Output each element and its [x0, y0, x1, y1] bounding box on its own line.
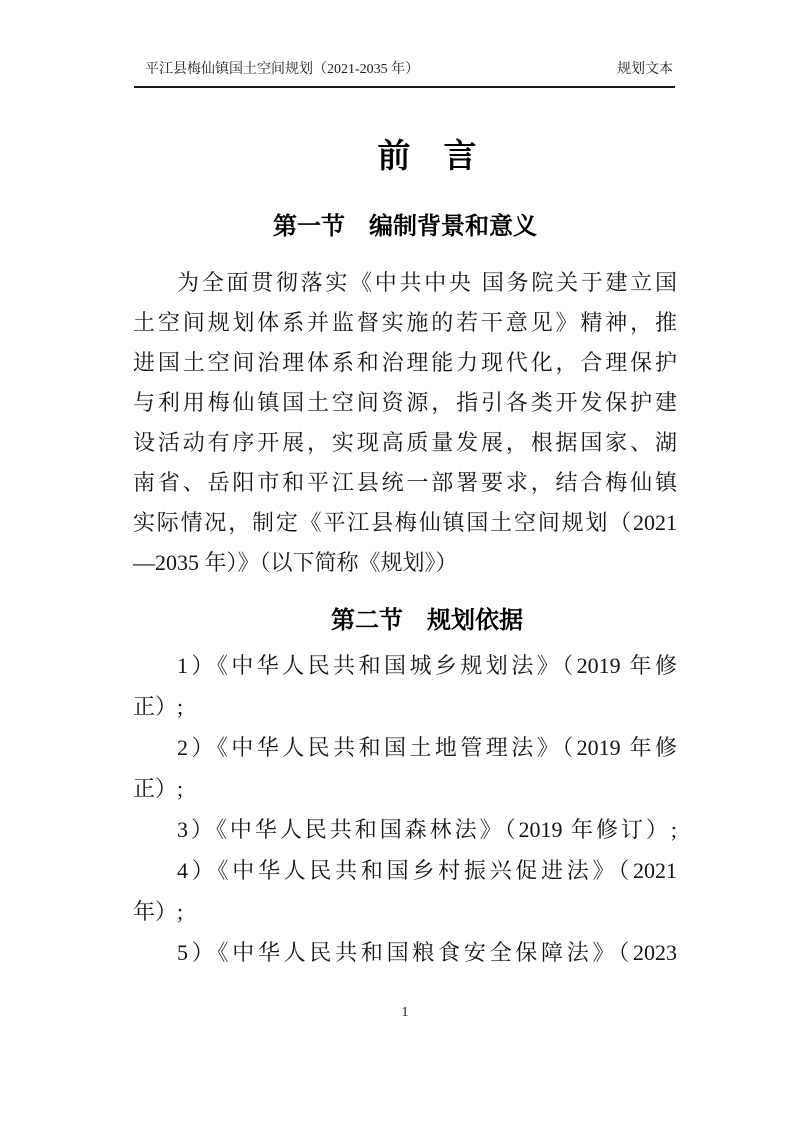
list-item-line: 1）《中华人民共和国城乡规划法》（2019 年修 — [177, 653, 677, 678]
header-rule — [134, 86, 675, 88]
text-line: 为全面贯彻落实《中共中央 国务院关于建立国 — [177, 270, 677, 295]
list-item-line: 正）; — [133, 694, 184, 719]
text-line: 与利用梅仙镇国土空间资源，指引各类开发保护建 — [133, 390, 677, 415]
section2-heading: 第二节 规划依据 — [331, 607, 523, 634]
text-line: —2035 年）》（以下简称《规划》） — [133, 550, 458, 575]
document-title: 前 言 — [377, 137, 477, 174]
list-item-line: 2）《中华人民共和国土地管理法》（2019 年修 — [177, 735, 677, 760]
list-item-line: 年）; — [133, 899, 184, 924]
text-line: 进国土空间治理体系和治理能力现代化，合理保护 — [133, 350, 677, 375]
header-left-title: 平江县梅仙镇国土空间规划（2021-2035 年） — [145, 62, 420, 77]
list-item-line: 4）《中华人民共和国乡村振兴促进法》（2021 — [177, 858, 677, 883]
list-item-line: 3）《中华人民共和国森林法》（2019 年修订）; — [177, 817, 677, 842]
list-item-line: 正）; — [133, 776, 184, 801]
list-item-line: 5）《中华人民共和国粮食安全保障法》（2023 — [177, 940, 677, 965]
text-line: 设活动有序开展，实现高质量发展，根据国家、湖 — [133, 430, 677, 455]
header-right-label: 规划文本 — [617, 62, 673, 77]
section1-heading: 第一节 编制背景和意义 — [273, 213, 537, 240]
text-line: 土空间规划体系并监督实施的若干意见》精神，推 — [133, 310, 677, 335]
text-line: 南省、岳阳市和平江县统一部署要求，结合梅仙镇 — [133, 470, 677, 495]
section1-paragraph — [133, 263, 677, 583]
section2-list — [133, 645, 677, 973]
page-number: 1 — [401, 1005, 409, 1020]
page-header — [133, 60, 677, 80]
text-line: 实际情况，制定《平江县梅仙镇国土空间规划（2021 — [133, 510, 677, 535]
